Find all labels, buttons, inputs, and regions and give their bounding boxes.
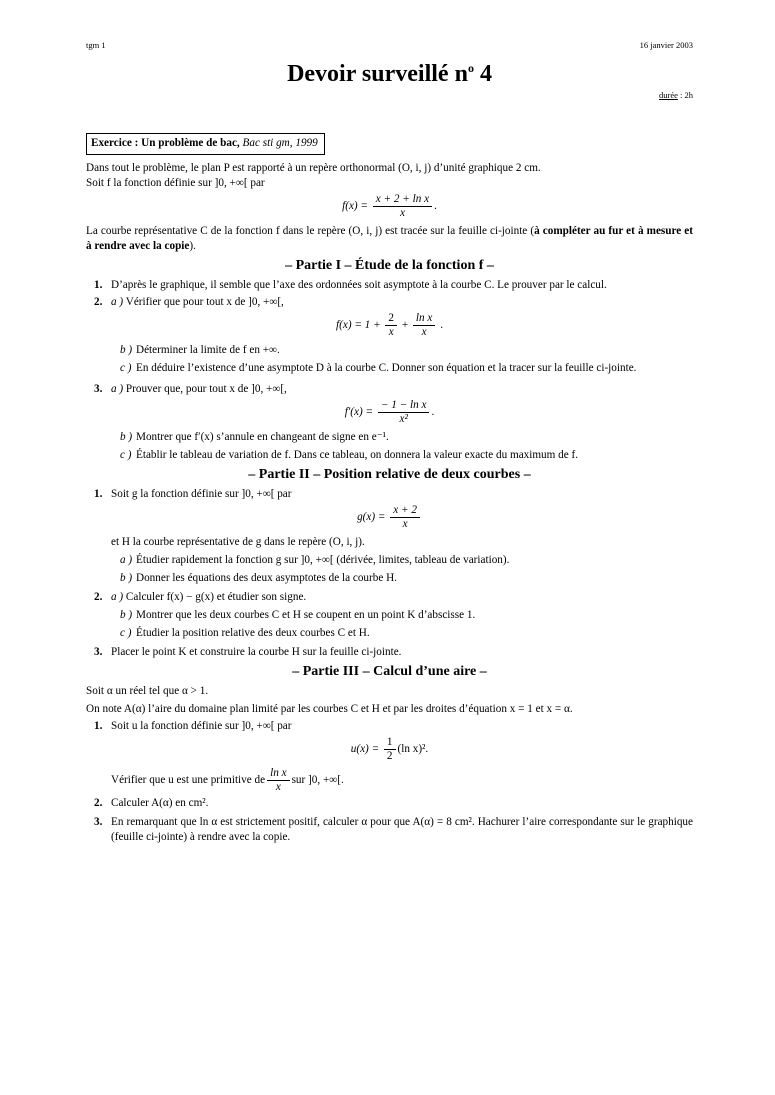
header-date: 16 janvier 2003 [639,40,693,50]
denominator: x² [399,413,408,425]
letter-label: a ) [111,296,124,308]
u-lhs: u(x) = [350,743,380,756]
letter-label: b ) [120,609,133,621]
partie-2-title: – Partie II – Position relative de deux courbes – [248,467,531,482]
number-label: 1. [94,488,103,500]
period: . [431,406,435,419]
verify-text-b: sur ]0, +∞[. [291,774,344,787]
intro-line-2: Soit f la fonction définie sur ]0, +∞[ par [86,177,265,189]
title-sup: o [467,61,474,75]
p1-q1-text: D’après le graphique, il semble que l’axe des ordonnées soit asymptote à la courbe C. Le prouver par le calcul. [111,279,607,291]
fraction [378,399,430,426]
p2-question-2 [86,590,693,605]
f-lhs: f(x) = [342,200,368,213]
intro-line-3a: La courbe représentative C de la fonction f dans le repère (O, i, j) est tracée sur la feuille ci-jointe ( [86,225,535,237]
duration [86,88,693,102]
p3-question-3 [86,815,693,845]
intro-line-3c: ). [189,240,196,252]
exercise-label: Exercice : [91,137,139,149]
p2-question-2c [86,626,693,641]
page-header [86,38,693,50]
intro-line-1: Dans tout le problème, le plan P est rapporté à un repère orthonormal (O, i, j) d’unité graphique 2 cm. [86,162,541,174]
verify-text-a: Vérifier que u est une primitive de [111,774,266,787]
p2-q3-text: Placer le point K et construire la courbe H sur la feuille ci-jointe. [111,646,402,658]
verify-numerator: ln x [267,767,289,781]
letter-label: b ) [120,572,133,584]
p1-question-2 [86,295,693,310]
denominator: x [421,326,427,338]
fraction [413,312,435,339]
letter-label: b ) [120,431,133,443]
p1-q2a-formula [86,312,693,339]
f-fraction [373,193,432,220]
duration-label: durée [658,90,678,100]
number-label: 2. [94,591,103,603]
exercise-title: Un problème de bac, [138,137,240,149]
number-label: 2. [94,797,103,809]
p2-q1a-text: Étudier rapidement la fonction g sur ]0, +∞[ (dérivée, limites, tableau de variation). [136,554,510,566]
p1-q3b-text: Montrer que f′(x) s’annule en changeant de signe en e⁻¹. [136,431,389,443]
number-label: 2. [94,296,103,308]
p3-intro-2: On note A(α) l’aire du domaine plan limité par les courbes C et H et par les droites d’équation x = 1 et x = α. [86,703,573,715]
denominator: x [388,326,394,338]
f-definition: f(x) = $\frac{\text{x + 2 + ln x}}{x}$ . [342,193,437,219]
numerator: − 1 − ln x [378,399,430,413]
title-number: 4 [473,61,492,87]
g-numerator: x + 2 [390,504,420,518]
g-fraction [390,504,420,531]
f-denominator: x [399,207,405,219]
p2-q2a-text: Calculer f(x) − g(x) et étudier son signe. [125,591,307,603]
p3-question-2 [86,796,693,811]
p2-q2b-text: Montrer que les deux courbes C et H se coupent en un point K d’abscisse 1. [136,609,476,621]
numerator: ln x [413,312,435,326]
partie-3-title: – Partie III – Calcul d’une aire – [292,664,487,679]
number-label: 1. [94,279,103,291]
formula-lhs: f′(x) = [344,406,374,419]
exercise-box [86,133,325,155]
p3-q1-text: Soit u la fonction définie sur ]0, +∞[ par [111,720,292,732]
duration-value: : 2h [677,90,693,100]
p2-q2c-text: Étudier la position relative des deux courbes C et H. [136,627,370,639]
header-left: tgm 1 [86,40,106,50]
p2-question-1b [86,571,693,586]
number-label: 3. [94,383,103,395]
g-definition [86,504,693,531]
numerator: 2 [385,312,397,326]
p1-q3a-text: Prouver que, pour tout x de ]0, +∞[, [125,383,287,395]
fraction [385,312,397,339]
p1-question-2b [86,343,693,358]
partie-1-title: – Partie I – Étude de la fonction f – [285,258,494,273]
p3-q3-text: En remarquant que ln α est strictement positif, calculer α pour que A(α) = 8 cm². Hachurer l’aire correspondante sur le graphique (feuille ci-jointe) à rendre avec la copie. [111,816,693,843]
verify-denominator: x [275,781,281,793]
number-label: 3. [94,646,103,658]
u-denominator: 2 [386,750,393,762]
letter-label: c ) [120,449,132,461]
document-page [86,38,693,845]
number-label: 3. [94,816,103,828]
page-title [86,60,693,88]
u-definition [86,736,693,763]
letter-label: a ) [120,554,133,566]
p1-q2a-text: Vérifier que pour tout x de ]0, +∞[, [125,296,284,308]
p2-q1-h: et H la courbe représentative de g dans le repère (O, i, j). [111,536,365,548]
p1-question-3c [86,448,693,463]
p1-question-3 [86,382,693,397]
period: . [440,319,443,332]
p3-q2-text: Calculer A(α) en cm². [111,797,209,809]
p2-question-1a [86,553,693,568]
p1-question-3b [86,430,693,445]
intro-line-3b: à compléter au fur et à mesure et à rendre avec la copie [86,225,693,252]
exercise-source: Bac sti gm, 1999 [239,137,318,149]
verify-fraction [267,767,289,794]
p1-question-1 [86,278,693,293]
p2-question-3 [86,645,693,660]
u-fraction [384,736,396,763]
g-lhs: g(x) = [357,511,386,524]
p1-q2b-text: Déterminer la limite de f en +∞. [136,344,280,356]
p3-q1-verify [86,767,693,794]
p2-question-1 [86,487,693,502]
number-label: 1. [94,720,103,732]
p2-question-2b [86,608,693,623]
letter-label: c ) [120,627,132,639]
u-rhs: (ln x)². [397,743,429,756]
p3-intro-1: Soit α un réel tel que α > 1. [86,685,209,697]
letter-label: a ) [111,383,124,395]
title-text: Devoir surveillé n [287,61,468,87]
letter-label: b ) [120,344,133,356]
p2-q1-text: Soit g la fonction définie sur ]0, +∞[ par [111,488,292,500]
plus-sign: + [401,319,409,332]
formula-lhs: f(x) = 1 + [336,319,381,332]
p3-question-1 [86,719,693,734]
letter-label: c ) [120,362,132,374]
intro-line-3 [86,224,693,254]
p1-q2c-text: En déduire l’existence d’une asymptote D à la courbe C. Donner son équation et la tracer sur la feuille ci-jointe. [136,362,637,374]
letter-label: a ) [111,591,124,603]
u-numerator: 1 [384,736,396,750]
f-numerator: x + 2 + ln x [373,193,432,207]
p2-q1b-text: Donner les équations des deux asymptotes de la courbe H. [136,572,397,584]
p1-q3a-formula [86,399,693,426]
g-denominator: x [402,518,408,530]
p1-q3c-text: Établir le tableau de variation de f. Dans ce tableau, on donnera la valeur exacte du maximum de f. [136,449,579,461]
p1-question-2c [86,361,693,376]
